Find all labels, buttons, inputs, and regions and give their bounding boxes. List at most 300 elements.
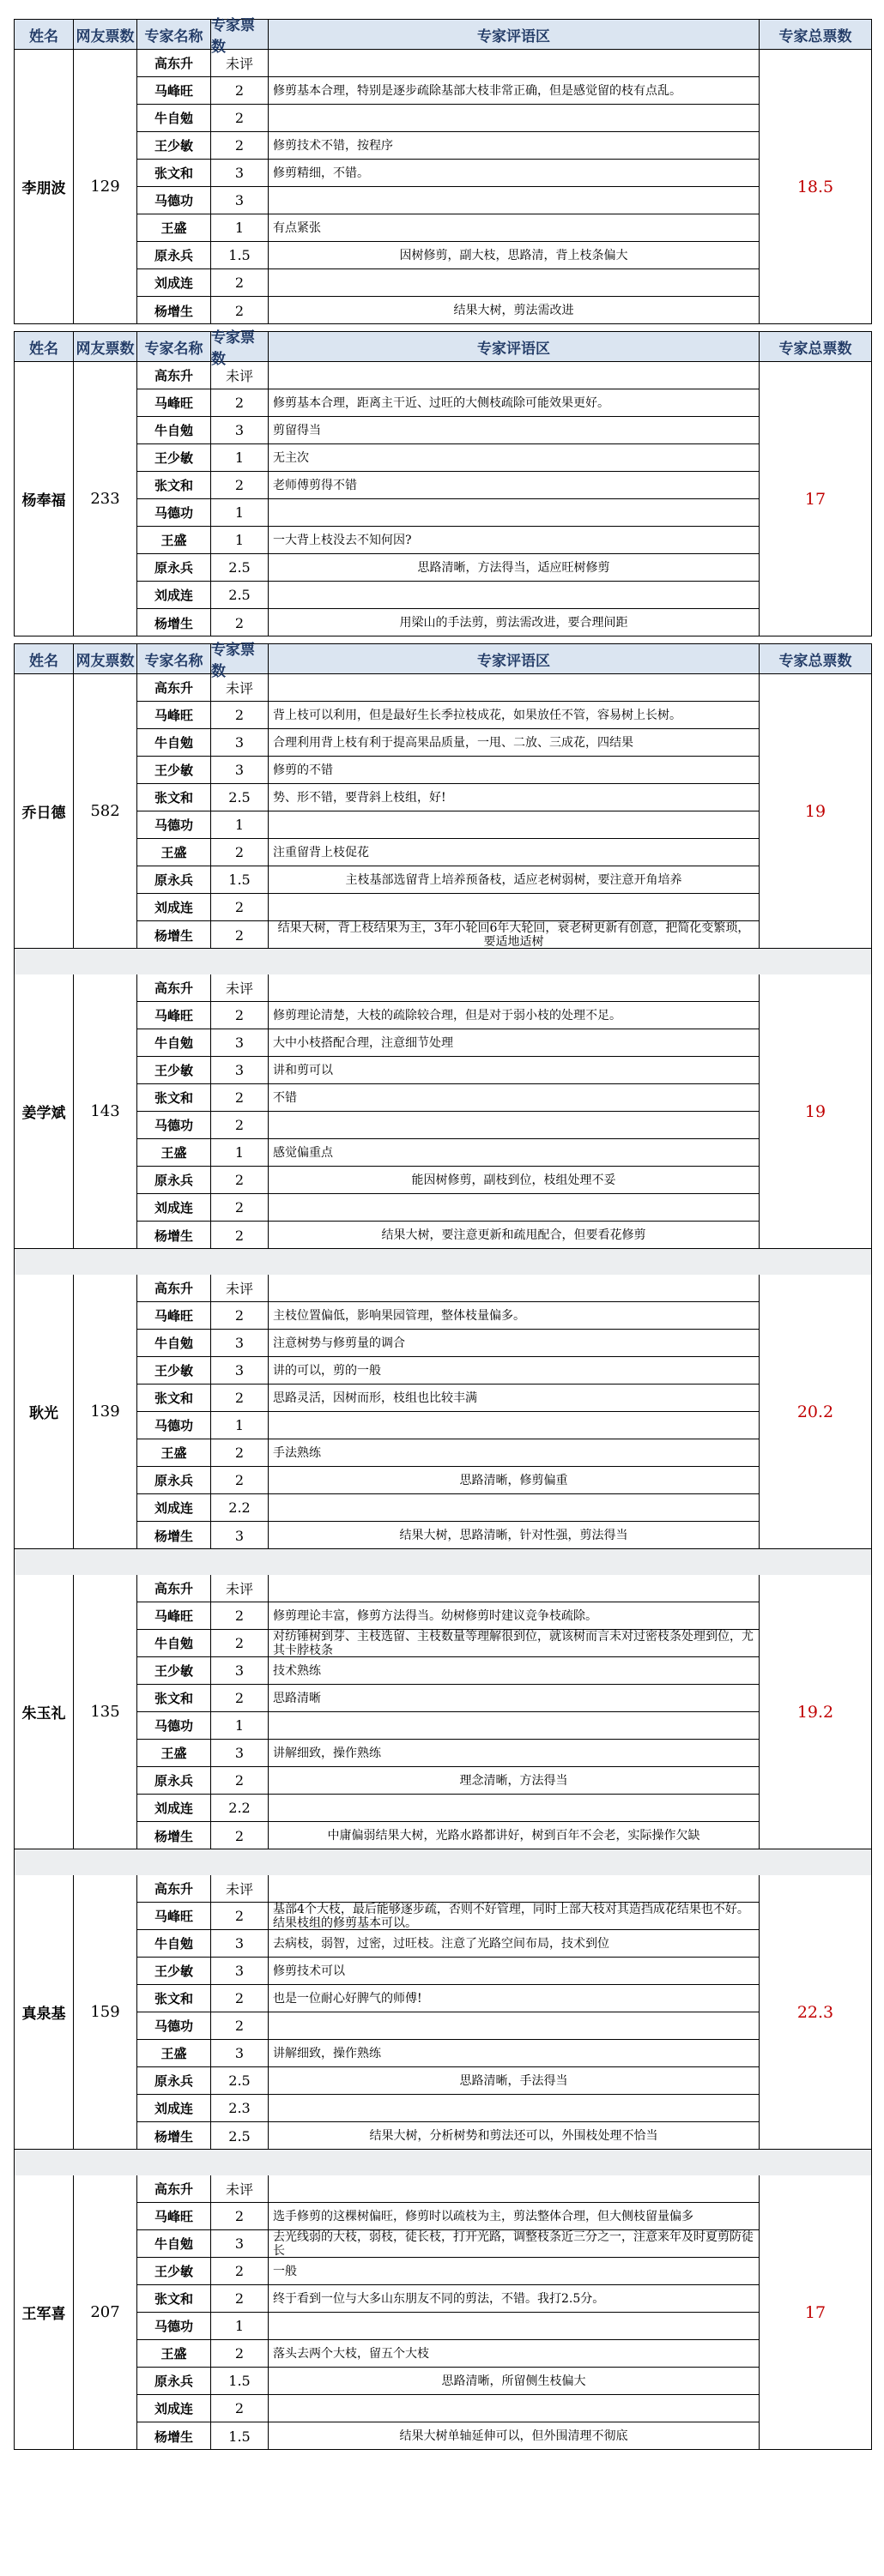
expert-comment: 讲解细致，操作熟练 [269,2040,760,2066]
expert-name: 马峰旺 [137,702,211,728]
table-row [137,2258,760,2285]
table-row [137,472,760,499]
table-row [137,1002,760,1029]
expert-comment [269,1875,760,1902]
expert-comment: 背上枝可以利用，但是最好生长季拉枝成花，如果放任不管，容易树上长树。 [269,702,760,728]
header-expert-votes: 专家票数 [211,644,269,673]
expert-score: 3 [211,187,269,214]
table-row [137,2285,760,2313]
expert-comment [269,1275,760,1301]
expert-score: 2 [211,1685,269,1711]
contestant-name: 杨奉福 [15,362,74,636]
expert-comment: 修剪的不错 [269,757,760,783]
expert-name: 牛自勉 [137,729,211,756]
expert-name: 马峰旺 [137,1903,211,1929]
contestant-name: 朱玉礼 [15,1575,74,1849]
expert-name: 马德功 [137,1412,211,1439]
expert-name: 马德功 [137,2313,211,2339]
table-row [137,1194,760,1222]
expert-name: 王盛 [137,2040,211,2066]
expert-score: 2 [211,132,269,159]
expert-score: 3 [211,1657,269,1684]
expert-comment: 终于看到一位与大多山东朋友不同的剪法，不错。我打2.5分。 [269,2285,760,2312]
expert-score: 1.5 [211,2422,269,2450]
table-row [137,974,760,1002]
expert-comment [269,2395,760,2422]
expert-name: 张文和 [137,784,211,811]
expert-score: 2 [211,2340,269,2367]
header-expert-total: 专家总票数 [778,652,852,670]
expert-comment: 中庸偏弱结果大树，光路水路都讲好，树到百年不会老，实际操作欠缺 [269,1822,760,1849]
netizen-votes: 207 [74,2175,137,2449]
expert-score: 2 [211,105,269,131]
table-row [137,1494,760,1522]
table-row [137,2040,760,2067]
table-row [137,784,760,811]
expert-comment: 不错 [269,1084,760,1111]
table-row [137,2203,760,2230]
expert-score: 3 [211,1029,269,1056]
expert-name: 马峰旺 [137,2203,211,2229]
expert-name: 刘成连 [137,1194,211,1221]
expert-name: 原永兵 [137,2368,211,2394]
table-row [137,2122,760,2150]
expert-score: 2.5 [211,554,269,581]
table-row [137,1439,760,1467]
contestant-name: 乔日德 [15,674,74,948]
expert-comment: 大中小枝搭配合理，注意细节处理 [269,1029,760,1056]
expert-score: 2 [211,269,269,296]
expert-name: 高东升 [137,2175,211,2202]
expert-score: 2 [211,702,269,728]
expert-comment: 选手修剪的这棵树偏旺，修剪时以疏枝为主，剪法整体合理，但大侧枝留量偏多 [269,2203,760,2229]
table-row [137,1795,760,1822]
expert-comment: 基部4个大枝，最后能够逐步疏，否则不好管理，同时上部大枝对其造挡成花结果也不好。结果枝组的修剪基本可以。 [269,1903,760,1929]
expert-score: 2 [211,1167,269,1193]
expert-comment: 手法熟练 [269,1439,760,1466]
table-row [137,2422,760,2450]
expert-comment: 修剪理论清楚，大枝的疏除较合理，但是对于弱小枝的处理不足。 [269,1002,760,1029]
expert-score: 2 [211,472,269,498]
expert-name: 高东升 [137,1275,211,1301]
expert-score: 2 [211,839,269,866]
expert-comment: 思路清晰，所留侧生枝偏大 [269,2368,760,2394]
expert-comment: 也是一位耐心好脾气的师傅! [269,1985,760,2012]
expert-score: 未评 [211,674,269,701]
block-separator [14,1849,872,1875]
block-separator [14,1549,872,1575]
table-row [137,362,760,389]
table-row [137,839,760,866]
score-sheet [14,19,872,2450]
expert-comment: 结果大树，背上枝结果为主，3年小轮回6年大轮回，衰老树更新有创意，把简化变繁琐，要适地适树 [269,921,760,949]
header-name: 姓名 [15,332,74,361]
table-row [137,1930,760,1958]
expert-score: 2 [211,1903,269,1929]
expert-name: 杨增生 [137,2422,211,2450]
expert-score: 2.5 [211,784,269,811]
header-expert-total: 专家总票数 [778,340,852,358]
expert-score: 2 [211,1084,269,1111]
expert-score: 1.5 [211,866,269,893]
expert-name: 牛自勉 [137,2230,211,2257]
expert-score: 2 [211,1112,269,1138]
header-comment-area: 专家评语区 [269,644,760,673]
table-row [137,242,760,269]
table-row [137,160,760,187]
expert-score: 2.5 [211,582,269,608]
expert-name: 王少敏 [137,132,211,159]
contestant-block [14,974,872,1249]
expert-total-votes: 22.3 [796,2002,834,2022]
expert-name: 马德功 [137,187,211,214]
table-row [137,894,760,921]
expert-score: 未评 [211,2175,269,2202]
table-row [137,2395,760,2422]
table-row [137,527,760,554]
expert-score: 3 [211,729,269,756]
expert-score: 3 [211,2040,269,2066]
table-row [137,1167,760,1194]
expert-score: 3 [211,1958,269,1984]
expert-score: 2 [211,1194,269,1221]
header-expert-votes: 专家票数 [211,332,269,361]
expert-comment: 主枝位置偏低，影响果园管理，整体枝量偏多。 [269,1302,760,1329]
expert-name: 刘成连 [137,582,211,608]
table-row [137,2175,760,2203]
expert-comment: 思路清晰，修剪偏重 [269,1467,760,1493]
expert-score: 2 [211,1222,269,1249]
expert-score: 2 [211,2258,269,2284]
expert-score: 3 [211,1357,269,1384]
expert-score: 2 [211,77,269,104]
expert-score: 1 [211,1412,269,1439]
expert-score: 未评 [211,1275,269,1301]
expert-comment: 老师傅剪得不错 [269,472,760,498]
contestant-name: 李朋波 [15,50,74,323]
table-row [137,105,760,132]
expert-comment [269,674,760,701]
expert-name: 牛自勉 [137,1330,211,1356]
contestant-block [14,1575,872,1849]
table-row [137,729,760,757]
header-expert-name: 专家名称 [137,332,211,361]
table-row [137,1602,760,1630]
table-row [137,187,760,214]
table-row [137,417,760,444]
expert-total-votes: 19 [804,801,826,821]
expert-total-votes: 18.5 [796,177,834,196]
table-row [137,1302,760,1330]
table-row [137,2313,760,2340]
expert-comment: 理念清晰，方法得当 [269,1767,760,1794]
table-row [137,1412,760,1439]
expert-score: 1 [211,444,269,471]
contestant-block [14,1875,872,2150]
expert-name: 王盛 [137,214,211,241]
expert-name: 杨增生 [137,297,211,324]
table-row [137,1522,760,1549]
expert-name: 张文和 [137,1685,211,1711]
expert-name: 王少敏 [137,1958,211,1984]
header-expert-name: 专家名称 [137,20,211,49]
expert-comment [269,1795,760,1821]
netizen-votes: 143 [74,974,137,1248]
expert-comment [269,1575,760,1602]
expert-score: 2 [211,389,269,416]
expert-name: 牛自勉 [137,105,211,131]
expert-comment: 修剪基本合理，特别是逐步疏除基部大枝非常正确，但是感觉留的枝有点乱。 [269,77,760,104]
expert-comment [269,582,760,608]
expert-comment [269,1194,760,1221]
expert-name: 原永兵 [137,2067,211,2094]
expert-comment [269,2175,760,2202]
contestant-block [14,2175,872,2450]
expert-comment: 修剪基本合理，距离主干近、过旺的大侧枝疏除可能效果更好。 [269,389,760,416]
expert-score: 1 [211,2313,269,2339]
expert-comment: 注意树势与修剪量的调合 [269,1330,760,1356]
expert-score: 2 [211,1767,269,1794]
table-row [137,582,760,609]
expert-comment: 结果大树，思路清晰，针对性强，剪法得当 [269,1522,760,1549]
contestant-block [14,331,872,636]
table-row [137,1740,760,1767]
expert-comment: 用梁山的手法剪，剪法需改进，要合理间距 [269,609,760,636]
expert-name: 刘成连 [137,894,211,920]
expert-name: 王盛 [137,1439,211,1466]
expert-name: 马德功 [137,499,211,526]
table-row [137,866,760,894]
expert-name: 马德功 [137,1712,211,1739]
header-expert-name: 专家名称 [137,644,211,673]
expert-name: 张文和 [137,2285,211,2312]
expert-comment [269,811,760,838]
expert-comment [269,105,760,131]
expert-score: 2 [211,609,269,636]
expert-name: 高东升 [137,362,211,389]
table-row [137,1385,760,1412]
table-row [137,1630,760,1657]
expert-total-votes: 17 [804,2302,826,2322]
table-row [137,757,760,784]
expert-score: 2 [211,297,269,324]
table-row [137,1903,760,1930]
expert-comment: 合理利用背上枝有利于提高果品质量，一甩、二放、三成花，四结果 [269,729,760,756]
table-row [137,214,760,242]
expert-comment: 修剪精细，不错。 [269,160,760,186]
table-row [137,1057,760,1084]
contestant-block [14,643,872,949]
expert-comment: 一大背上枝没去不知何因? [269,527,760,553]
expert-name: 王少敏 [137,1357,211,1384]
netizen-votes: 135 [74,1575,137,1849]
expert-score: 2 [211,1985,269,2012]
table-row [137,1958,760,1985]
expert-name: 原永兵 [137,242,211,268]
expert-score: 3 [211,417,269,443]
table-header [15,17,871,56]
table-row [137,1029,760,1057]
expert-comment [269,1712,760,1739]
expert-name: 王少敏 [137,444,211,471]
expert-comment: 对纺锤树到芽、主枝选留、主枝数量等理解很到位，就该树而言未对过密枝条处理到位，尤其卡脖枝条 [269,1630,760,1656]
expert-name: 王盛 [137,839,211,866]
expert-score: 2 [211,1002,269,1029]
expert-comment: 思路清晰，手法得当 [269,2067,760,2094]
expert-name: 张文和 [137,1385,211,1411]
expert-comment [269,187,760,214]
contestant-block [14,1275,872,1549]
expert-score: 2 [211,2012,269,2039]
expert-score: 2 [211,2395,269,2422]
expert-comment [269,499,760,526]
expert-total-votes: 19 [804,1101,826,1121]
table-row [137,2340,760,2368]
expert-comment [269,2313,760,2339]
expert-name: 刘成连 [137,1795,211,1821]
expert-comment: 讲解细致，操作熟练 [269,1740,760,1766]
expert-score: 1 [211,499,269,526]
expert-name: 王盛 [137,527,211,553]
expert-comment: 结果大树，要注意更新和疏甩配合，但要看花修剪 [269,1222,760,1249]
table-row [137,1575,760,1602]
expert-comment: 技术熟练 [269,1657,760,1684]
expert-score: 2 [211,921,269,949]
expert-score: 3 [211,1057,269,1083]
table-row [137,2095,760,2122]
expert-name: 原永兵 [137,866,211,893]
expert-comment: 结果大树，分析树势和剪法还可以，外围枝处理不恰当 [269,2122,760,2150]
netizen-votes: 582 [74,674,137,948]
table-row [137,921,760,949]
table-row [137,674,760,702]
table-row [137,1712,760,1740]
expert-name: 马德功 [137,811,211,838]
expert-score: 1 [211,1712,269,1739]
expert-name: 原永兵 [137,1767,211,1794]
expert-name: 张文和 [137,1985,211,2012]
block-separator [14,949,872,974]
expert-comment [269,1494,760,1521]
expert-comment [269,1412,760,1439]
expert-score: 2.2 [211,1795,269,1821]
expert-score: 3 [211,1330,269,1356]
expert-comment: 因树修剪，副大枝，思路清，背上枝条偏大 [269,242,760,268]
expert-score: 未评 [211,974,269,1001]
table-header [15,642,871,680]
expert-name: 王少敏 [137,2258,211,2284]
expert-score: 2 [211,1822,269,1849]
contestant-name: 耿光 [15,1275,74,1548]
expert-name: 刘成连 [137,2395,211,2422]
header-netizen-votes: 网友票数 [74,332,137,361]
expert-comment: 落头去两个大枝，留五个大枝 [269,2340,760,2367]
netizen-votes: 159 [74,1875,137,2149]
table-row [137,1139,760,1167]
expert-name: 张文和 [137,472,211,498]
header-comment-area: 专家评语区 [269,20,760,49]
expert-score: 2.2 [211,1494,269,1521]
expert-name: 张文和 [137,1084,211,1111]
expert-comment: 无主次 [269,444,760,471]
expert-score: 1.5 [211,2368,269,2394]
contestant-name: 姜学斌 [15,974,74,1248]
expert-name: 马峰旺 [137,389,211,416]
expert-total-votes: 17 [804,489,826,509]
expert-name: 原永兵 [137,1167,211,1193]
header-netizen-votes: 网友票数 [74,644,137,673]
expert-comment: 思路清晰 [269,1685,760,1711]
expert-score: 2.5 [211,2067,269,2094]
table-row [137,269,760,297]
expert-score: 1 [211,811,269,838]
expert-name: 高东升 [137,1875,211,1902]
expert-comment: 思路清晰，方法得当，适应旺树修剪 [269,554,760,581]
header-comment-area: 专家评语区 [269,332,760,361]
expert-score: 3 [211,757,269,783]
expert-score: 2 [211,1385,269,1411]
expert-name: 杨增生 [137,2122,211,2150]
table-header [15,329,871,368]
expert-comment [269,2012,760,2039]
expert-score: 2.3 [211,2095,269,2121]
table-row [137,297,760,324]
netizen-votes: 139 [74,1275,137,1548]
expert-score: 2.5 [211,2122,269,2150]
table-row [137,2012,760,2040]
expert-name: 张文和 [137,160,211,186]
expert-comment: 修剪技术不错，按程序 [269,132,760,159]
expert-comment [269,974,760,1001]
expert-score: 未评 [211,50,269,76]
expert-name: 杨增生 [137,1222,211,1249]
table-row [137,2067,760,2095]
table-row [137,1685,760,1712]
expert-name: 马峰旺 [137,1602,211,1629]
expert-comment [269,269,760,296]
table-row [137,1275,760,1302]
expert-comment: 思路灵活，因树而形，枝组也比较丰满 [269,1385,760,1411]
expert-score: 1 [211,1139,269,1166]
expert-total-votes: 19.2 [796,1702,834,1722]
expert-score: 3 [211,1522,269,1549]
expert-name: 马峰旺 [137,1302,211,1329]
table-row [137,1330,760,1357]
expert-name: 马峰旺 [137,1002,211,1029]
expert-comment [269,2095,760,2121]
contestant-name: 王军喜 [15,2175,74,2449]
expert-score: 1 [211,214,269,241]
table-row [137,554,760,582]
expert-score: 3 [211,1930,269,1957]
expert-comment: 讲和剪可以 [269,1057,760,1083]
expert-comment: 讲的可以，剪的一般 [269,1357,760,1384]
header-expert-total: 专家总票数 [778,27,852,45]
expert-name: 牛自勉 [137,417,211,443]
table-row [137,1084,760,1112]
expert-name: 原永兵 [137,1467,211,1493]
expert-score: 2 [211,2285,269,2312]
expert-name: 杨增生 [137,1822,211,1849]
expert-name: 马德功 [137,1112,211,1138]
table-row [137,77,760,105]
table-row [137,132,760,160]
table-row [137,1657,760,1685]
expert-name: 高东升 [137,50,211,76]
expert-score: 未评 [211,1875,269,1902]
expert-comment: 注重留背上枝促花 [269,839,760,866]
header-name: 姓名 [15,644,74,673]
